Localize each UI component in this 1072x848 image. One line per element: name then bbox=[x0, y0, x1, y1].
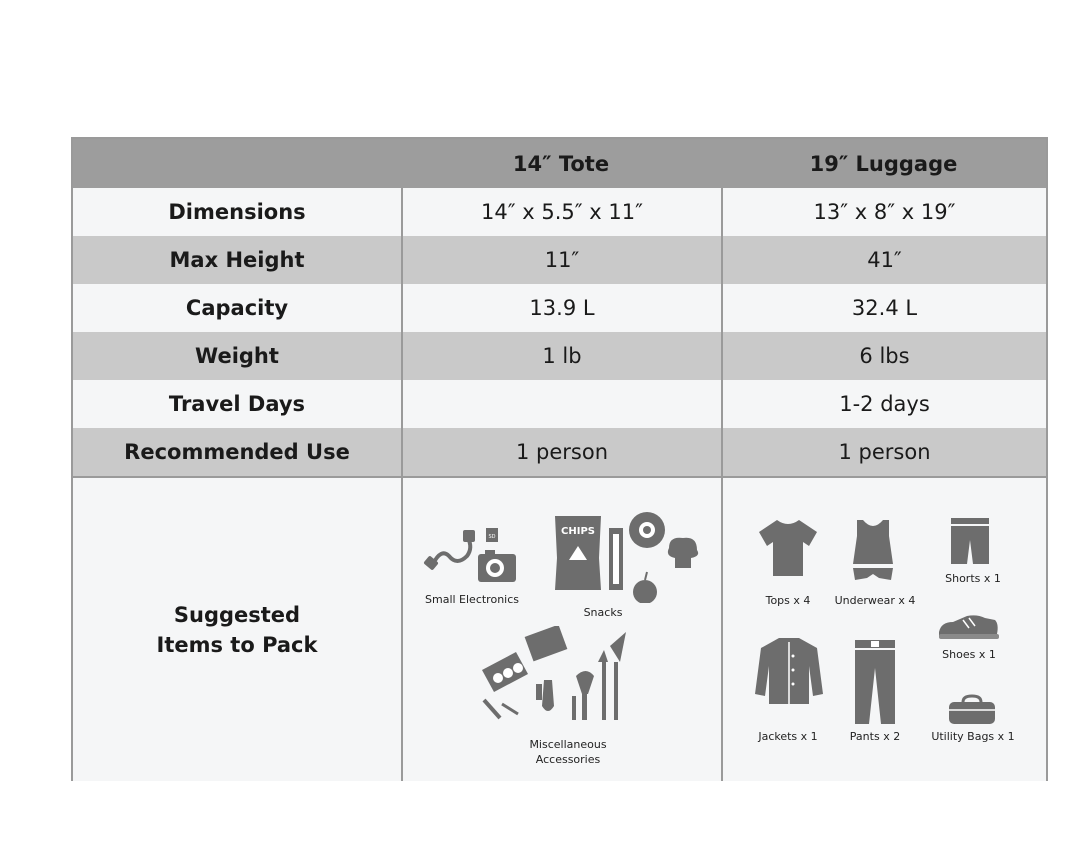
shorts-icon bbox=[947, 516, 993, 568]
luggage-value: 13″ x 8″ x 19″ bbox=[721, 188, 1046, 236]
tops-icon bbox=[757, 518, 819, 578]
row-label: Max Height bbox=[169, 248, 305, 272]
row-label: Recommended Use bbox=[124, 440, 350, 464]
suggested-items-row bbox=[73, 476, 1046, 781]
luggage-value: 1-2 days bbox=[721, 380, 1046, 428]
utility-bag-icon bbox=[947, 694, 997, 726]
misc-label-line2: Accessories bbox=[535, 753, 601, 766]
underwear-icon bbox=[849, 518, 897, 582]
snacks-icon bbox=[551, 508, 706, 603]
header-tote: 14″ Tote bbox=[512, 151, 610, 176]
tote-items-panel bbox=[401, 478, 721, 781]
table-row bbox=[73, 380, 1046, 428]
jackets-icon bbox=[753, 636, 825, 706]
tote-value: 13.9 L bbox=[401, 284, 721, 332]
luggage-value: 41″ bbox=[721, 236, 1046, 284]
header-luggage: 19″ Luggage bbox=[809, 151, 958, 176]
misc-accessories-icon bbox=[478, 626, 638, 726]
suggested-label bbox=[73, 478, 401, 781]
tote-value: 14″ x 5.5″ x 11″ bbox=[401, 188, 721, 236]
row-label: Weight bbox=[195, 344, 279, 368]
small-electronics-icon bbox=[423, 526, 518, 586]
header-empty-cell bbox=[73, 139, 401, 188]
tote-value: 11″ bbox=[401, 236, 721, 284]
snacks-label: Snacks bbox=[583, 606, 623, 619]
shorts-label: Shorts x 1 bbox=[945, 572, 1001, 585]
luggage-value: 32.4 L bbox=[721, 284, 1046, 332]
luggage-value: 6 lbs bbox=[721, 332, 1046, 380]
table-row bbox=[73, 236, 1046, 284]
row-label: Capacity bbox=[185, 296, 289, 320]
suggested-label-line2: Items to Pack bbox=[156, 632, 318, 657]
row-label: Travel Days bbox=[168, 392, 306, 416]
underwear-label: Underwear x 4 bbox=[834, 594, 916, 607]
chips-text: CHIPS bbox=[561, 526, 595, 537]
luggage-value: 1 person bbox=[721, 428, 1046, 476]
shoes-label: Shoes x 1 bbox=[942, 648, 996, 661]
misc-accessories-label bbox=[508, 737, 628, 767]
shoes-icon bbox=[937, 612, 1001, 642]
comparison-table bbox=[71, 137, 1048, 781]
table-row bbox=[73, 284, 1046, 332]
tote-value bbox=[401, 380, 721, 428]
tote-value: 1 person bbox=[401, 428, 721, 476]
pants-label: Pants x 2 bbox=[849, 730, 901, 743]
misc-label-line1: Miscellaneous bbox=[529, 738, 607, 751]
row-label: Dimensions bbox=[168, 200, 306, 224]
luggage-items-panel bbox=[721, 478, 1046, 781]
suggested-label-line1: Suggested bbox=[173, 602, 301, 627]
tops-label: Tops x 4 bbox=[765, 594, 811, 607]
tote-value: 1 lb bbox=[401, 332, 721, 380]
small-electronics-label: Small Electronics bbox=[425, 593, 519, 606]
utility-bags-label: Utility Bags x 1 bbox=[931, 730, 1015, 743]
table-row bbox=[73, 188, 1046, 236]
table-row bbox=[73, 332, 1046, 380]
pants-icon bbox=[853, 638, 897, 726]
sd-card-text: SD bbox=[488, 534, 496, 540]
jackets-label: Jackets x 1 bbox=[758, 730, 818, 743]
table-header-row bbox=[73, 139, 1046, 188]
table-row bbox=[73, 428, 1046, 476]
